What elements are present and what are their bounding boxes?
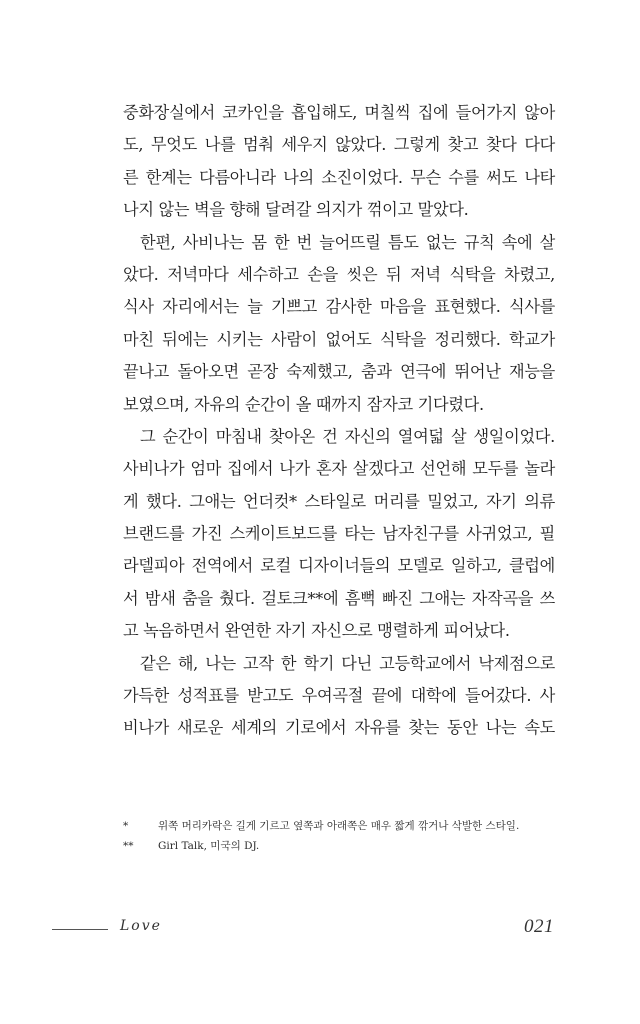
text-line: 게 했다. 그애는 언더컷* 스타일로 머리를 밀었고, 자기 의류 [123, 491, 555, 511]
text-line: 그 순간이 마침내 찾아온 건 자신의 열여덟 살 생일이었다. [140, 426, 555, 446]
text-line: 른 한계는 다름아니라 나의 소진이었다. 무슨 수를 써도 나타 [123, 167, 555, 187]
text-line: 도, 무엇도 나를 멈춰 세우지 않았다. 그렇게 찾고 찾다 다다 [123, 135, 555, 155]
text-line: 마친 뒤에는 시키는 사람이 없어도 식탁을 정리했다. 학교가 [123, 329, 555, 349]
page-footer [0, 915, 640, 945]
text-line: 끝나고 돌아오면 곧장 숙제했고, 춤과 연극에 뛰어난 재능을 [123, 362, 555, 382]
text-line: 같은 해, 나는 고작 한 학기 다닌 고등학교에서 낙제점으로 [140, 653, 555, 673]
text-line: 식사 자리에서는 늘 기쁘고 감사한 마음을 표현했다. 식사를 [123, 297, 555, 317]
footnote-mark: ** [123, 840, 134, 852]
text-line: 비나가 새로운 세계의 기로에서 자유를 찾는 동안 나는 속도 [123, 718, 555, 738]
text-line: 중화장실에서 코카인을 흡입해도, 며칠씩 집에 들어가지 않아 [123, 103, 555, 122]
text-line: 한편, 사비나는 몸 한 번 늘어뜨릴 틈도 없는 규칙 속에 살 [140, 232, 555, 252]
text-line: 가득한 성적표를 받고도 우여곡절 끝에 대학에 들어갔다. 사 [123, 686, 555, 706]
footnote-mark: * [123, 820, 129, 832]
footnote-text: 위쪽 머리카락은 길게 기르고 옆쪽과 아래쪽은 매우 짧게 깎거나 삭발한 스타일. [158, 820, 520, 832]
body-text [123, 97, 555, 745]
footnote [123, 836, 563, 856]
running-title: Love [120, 918, 162, 934]
footer-rule-divider [52, 929, 108, 930]
text-line: 고 녹음하면서 완연한 자기 자신으로 맹렬하게 피어났다. [123, 621, 510, 641]
text-line: 라델피아 전역에서 로컬 디자이너들의 모델로 일하고, 클럽에 [123, 556, 555, 576]
footnote [123, 816, 563, 836]
page-number: 021 [524, 916, 554, 937]
text-line: 사비나가 엄마 집에서 나가 혼자 살겠다고 선언해 모두를 놀라 [123, 459, 555, 479]
footnotes [123, 816, 563, 856]
text-line: 브랜드를 가진 스케이트보드를 타는 남자친구를 사귀었고, 필 [123, 524, 555, 544]
footnote-text: Girl Talk, 미국의 DJ. [158, 840, 260, 852]
text-line: 보였으며, 자유의 순간이 올 때까지 잠자코 기다렸다. [123, 394, 484, 414]
text-line: 나지 않는 벽을 향해 달려갈 의지가 꺾이고 말았다. [123, 200, 469, 220]
text-line: 았다. 저녁마다 세수하고 손을 씻은 뒤 저녁 식탁을 차렸고, [123, 264, 555, 284]
text-line: 서 밤새 춤을 췄다. 걸토크**에 흠뻑 빠진 그애는 자작곡을 쓰 [123, 588, 555, 608]
